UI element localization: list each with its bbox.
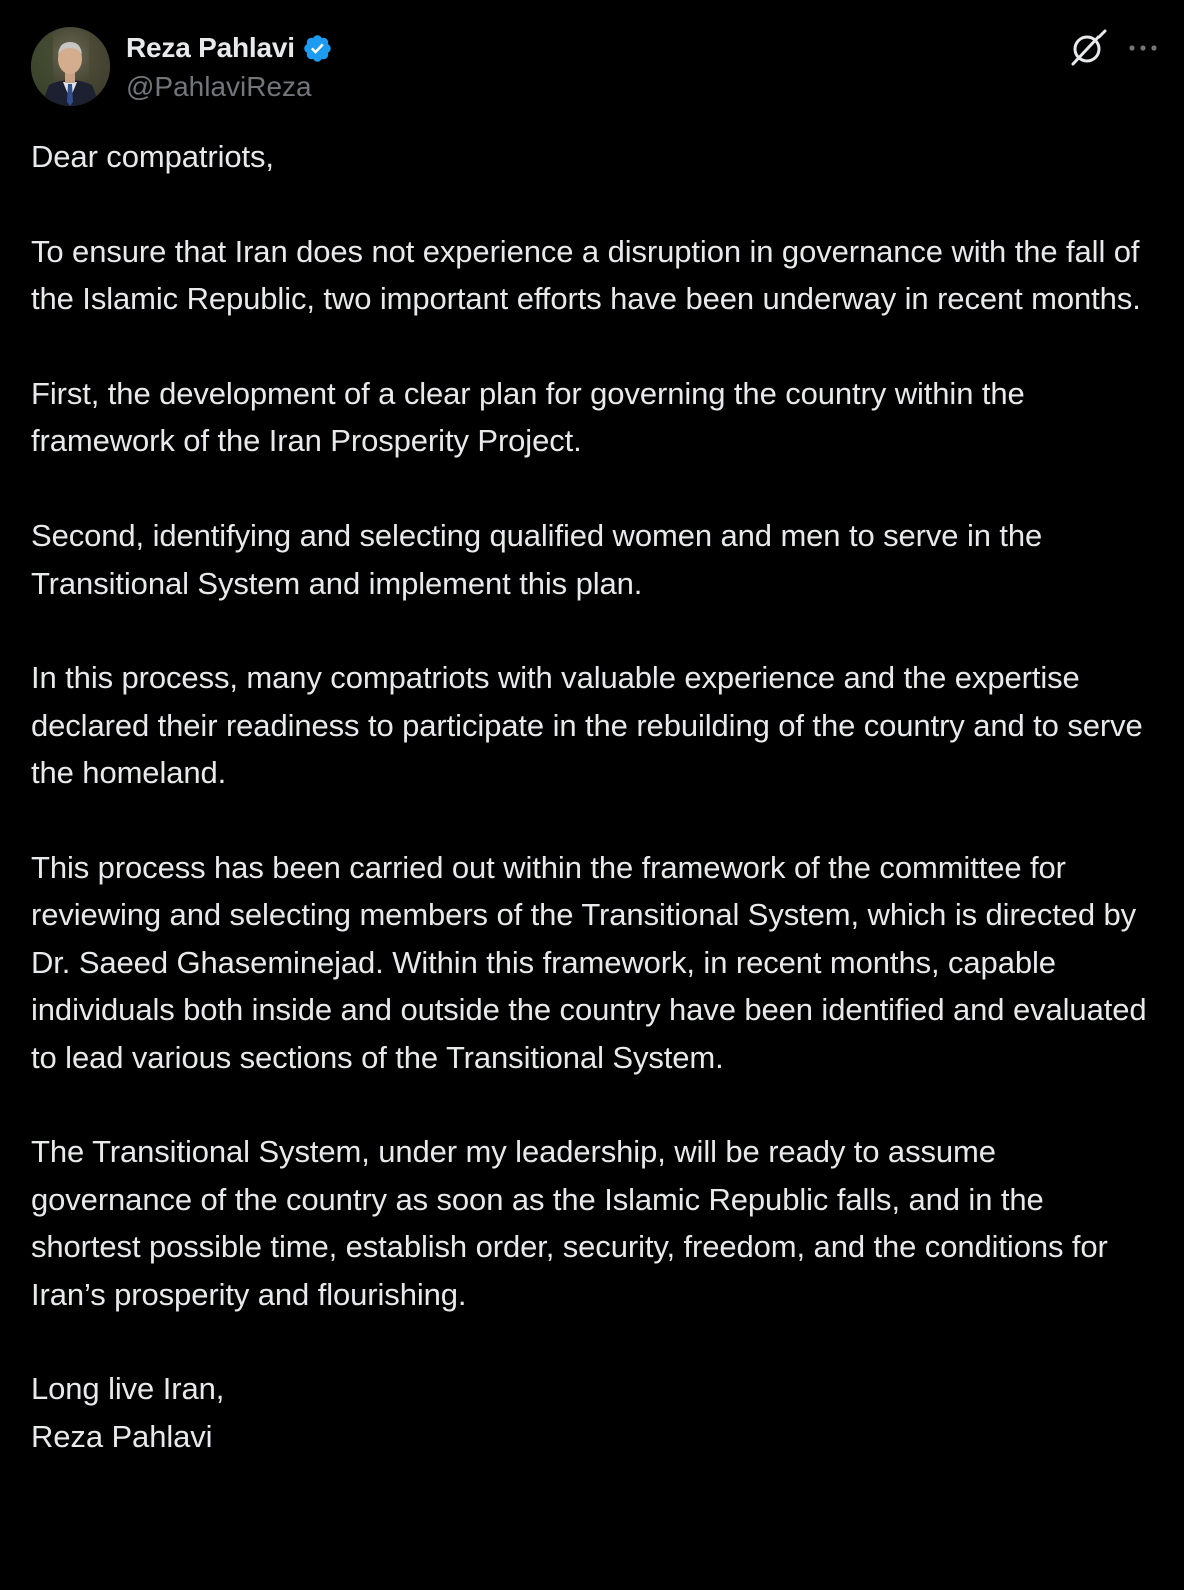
post-paragraph-3: Second, identifying and selecting qualified women and men to serve in the Transitional System and implement this plan. bbox=[31, 518, 1043, 601]
post-greeting: Dear compatriots, bbox=[31, 139, 274, 174]
display-name[interactable]: Reza Pahlavi bbox=[126, 32, 295, 63]
post-text bbox=[31, 133, 1161, 1460]
avatar[interactable] bbox=[31, 27, 110, 106]
post-paragraph-1: To ensure that Iran does not experience a disruption in governance with the fall of the Islamic Republic, two important efforts have been underway in recent months. bbox=[31, 233, 1141, 317]
post-paragraph-2: First, the development of a clear plan for governing the country within the framework of the Iran Prosperity Project. bbox=[31, 376, 1025, 459]
profile-photo-icon bbox=[31, 27, 110, 106]
more-options-icon[interactable] bbox=[1125, 30, 1161, 66]
post-actions bbox=[1069, 29, 1161, 67]
post-header bbox=[31, 27, 1161, 107]
author-names bbox=[126, 29, 333, 103]
signature: Reza Pahlavi bbox=[31, 1418, 213, 1454]
grok-icon[interactable] bbox=[1069, 29, 1107, 67]
author-handle[interactable]: @PahlaviReza bbox=[126, 71, 312, 102]
post-closing bbox=[31, 1365, 1161, 1460]
post-paragraph-5: This process has been carried out within the framework of the committee for reviewing and selecting members of the Transitional System, which is directed by Dr. Saeed Ghaseminejad. Within this framework, in recent months, capable individuals both inside and outside the country have been identified and evaluated to lead various sections of the Transitional System. bbox=[31, 850, 1147, 1075]
verified-badge-icon[interactable] bbox=[302, 33, 333, 64]
display-name-row bbox=[126, 29, 333, 67]
post-paragraph-6: The Transitional System, under my leadership, will be ready to assume governance of the country as soon as the Islamic Republic falls, and in the shortest possible time, establish order, security, freedom, and the conditions for Iran’s prosperity and flourishing. bbox=[31, 1134, 1108, 1312]
closing-line: Long live Iran, bbox=[31, 1371, 225, 1407]
post-paragraph-4: In this process, many compatriots with valuable experience and the expertise declared their readiness to participate in the rebuilding of the country and to serve the homeland. bbox=[31, 660, 1143, 791]
